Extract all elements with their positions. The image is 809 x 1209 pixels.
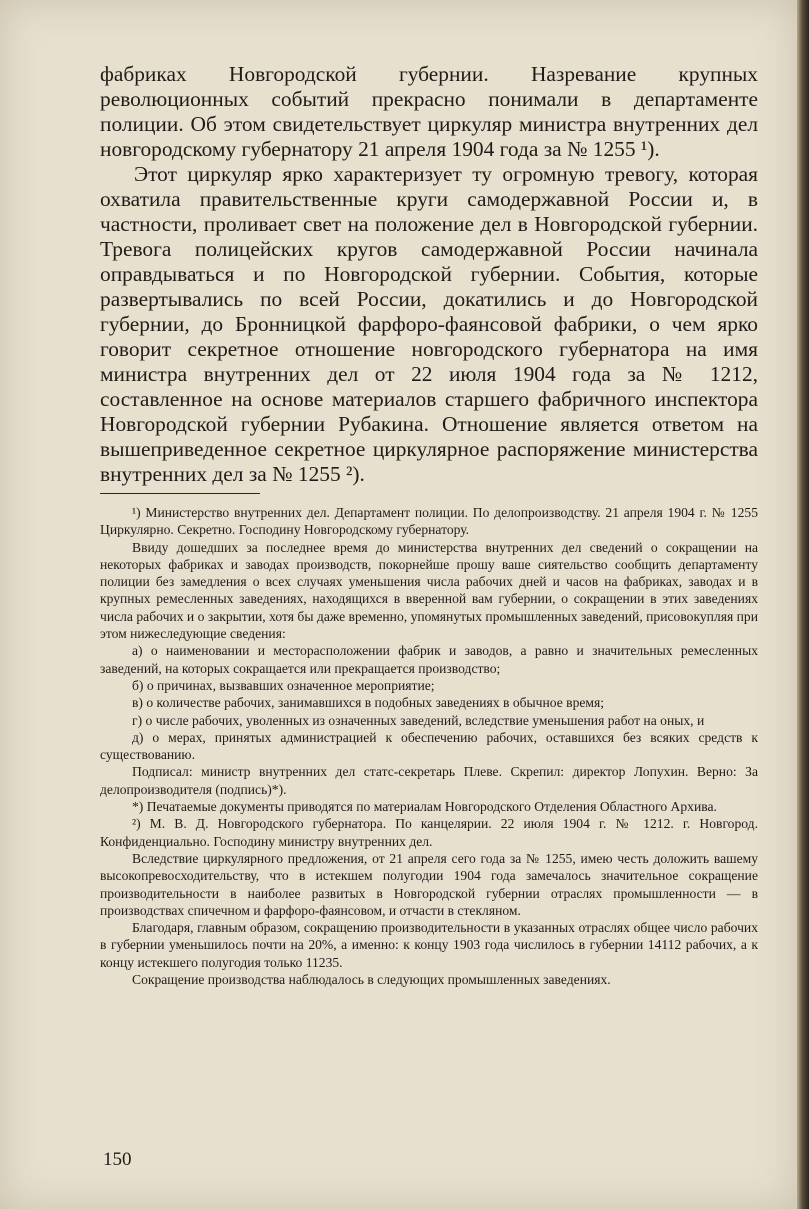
- footnote-2-heading: ²) М. В. Д. Новгородского губернатора. По канцелярии. 22 июля 1904 г. № 1212. г. Новгород. Конфиденциально. Господину министру внутренних дел.: [100, 816, 758, 849]
- footnotes: [100, 504, 758, 988]
- footnote-1-item-d: г) о числе рабочих, уволенных из означенных заведений, вследствие уменьшения работ на оных, и: [132, 712, 705, 728]
- footnote-2-body-1: Вследствие циркулярного предложения, от 21 апреля сего года за № 1255, имею честь доложить вашему высокопревосходительству, что в истекшем полугодии 1904 года замечалось значительное сокращение производительности в наиболее развитых в Новгородской губернии отраслях промышленности — в производствах спичечном и фарфоро-фаянсовом, и отчасти в стекляном.: [100, 850, 758, 918]
- main-text: [100, 62, 758, 487]
- footnote-asterisk: *) Печатаемые документы приводятся по материалам Новгородского Отделения Областного Архива.: [132, 799, 717, 815]
- footnote-separator: [100, 493, 260, 494]
- footnote-1-item-c: в) о количестве рабочих, занимавшихся в подобных заведениях в обычное время;: [132, 695, 605, 711]
- footnote-2-body-2: Благодаря, главным образом, сокращению производительности в указанных отраслях общее число рабочих в губернии уменьшилось почти на 20%, а именно: к концу 1903 года числилось в губернии 14112 рабочих, а к концу истекшего полугодия только 11235.: [100, 920, 758, 970]
- footnote-1-signature: Подписал: министр внутренних дел статс-секретарь Плеве. Скрепил: директор Лопухин. Верно: За делопроизводителя (подпись)*).: [100, 764, 758, 797]
- page-number: 150: [103, 1149, 132, 1170]
- footnote-1-item-a: а) о наименовании и месторасположении фабрик и заводов, а равно и значительных ремесленных заведений, на которых сокращается или прекращается производство;: [100, 643, 758, 676]
- footnote-1-item-b: б) о причинах, вызвавших означенное мероприятие;: [132, 677, 435, 693]
- page-text: [100, 62, 758, 988]
- footnote-1-item-e: д) о мерах, принятых администрацией к обеспечению рабочих, оставшихся без всяких средств к существованию.: [100, 729, 758, 763]
- main-paragraph-1: фабриках Новгородской губернии. Назревание крупных революционных событий прекрасно понимали в департаменте полиции. Об этом свидетельствует циркуляр министра внутренних дел новгородскому губернатору 21 апреля 1904 года за № 1255 ¹).: [100, 62, 758, 161]
- footnote-2-body-3: Сокращение производства наблюдалось в следующих промышленных заведениях.: [132, 972, 611, 988]
- main-paragraph-2: Этот циркуляр ярко характеризует ту огромную тревогу, которая охватила правительственные круги самодержавной России и, в частности, проливает свет на положение дел в Новгородской губернии. Тревога полицейских кругов самодержавной России начинала оправдываться и по Новгородской губернии. События, которые развертывались по всей России, докатились и до Новгородской губернии, до Бронницкой фарфоро-фаянсовой фабрики, о чем ярко говорит секретное отношение новгородского губернатора на имя министра внутренних дел от 22 июля 1904 года за № 1212, составленное на основе материалов старшего фабричного инспектора Новгородской губернии Рубакина. Отношение является ответом на вышеприведенное секретное циркулярное распоряжение министерства внутренних дел за № 1255 ²).: [100, 162, 758, 486]
- footnote-1-heading: ¹) Министерство внутренних дел. Департамент полиции. По делопроизводству. 21 апреля 1904 г. № 1255 Циркулярно. Секретно. Господину Новгородскому губернатору.: [100, 505, 758, 538]
- page-edge: [797, 0, 809, 1209]
- footnote-1-body: Ввиду дошедших за последнее время до министерства внутренних дел сведений о сокращении на некоторых фабриках и заводах производств, покорнейше прошу ваше сиятельство сообщить департаменту полиции без замедления о всех случаях уменьшения числа рабочих дней и часов на фабриках, заводах и в крупных ремесленных заведениях, находящихся в вверенной вам губернии, о сокращении в этих заведениях числа рабочих и о закрытии, хотя бы даже временно, упомянутых промышленных заведений, присовокупляя при этом нижеследующие сведения:: [100, 539, 758, 642]
